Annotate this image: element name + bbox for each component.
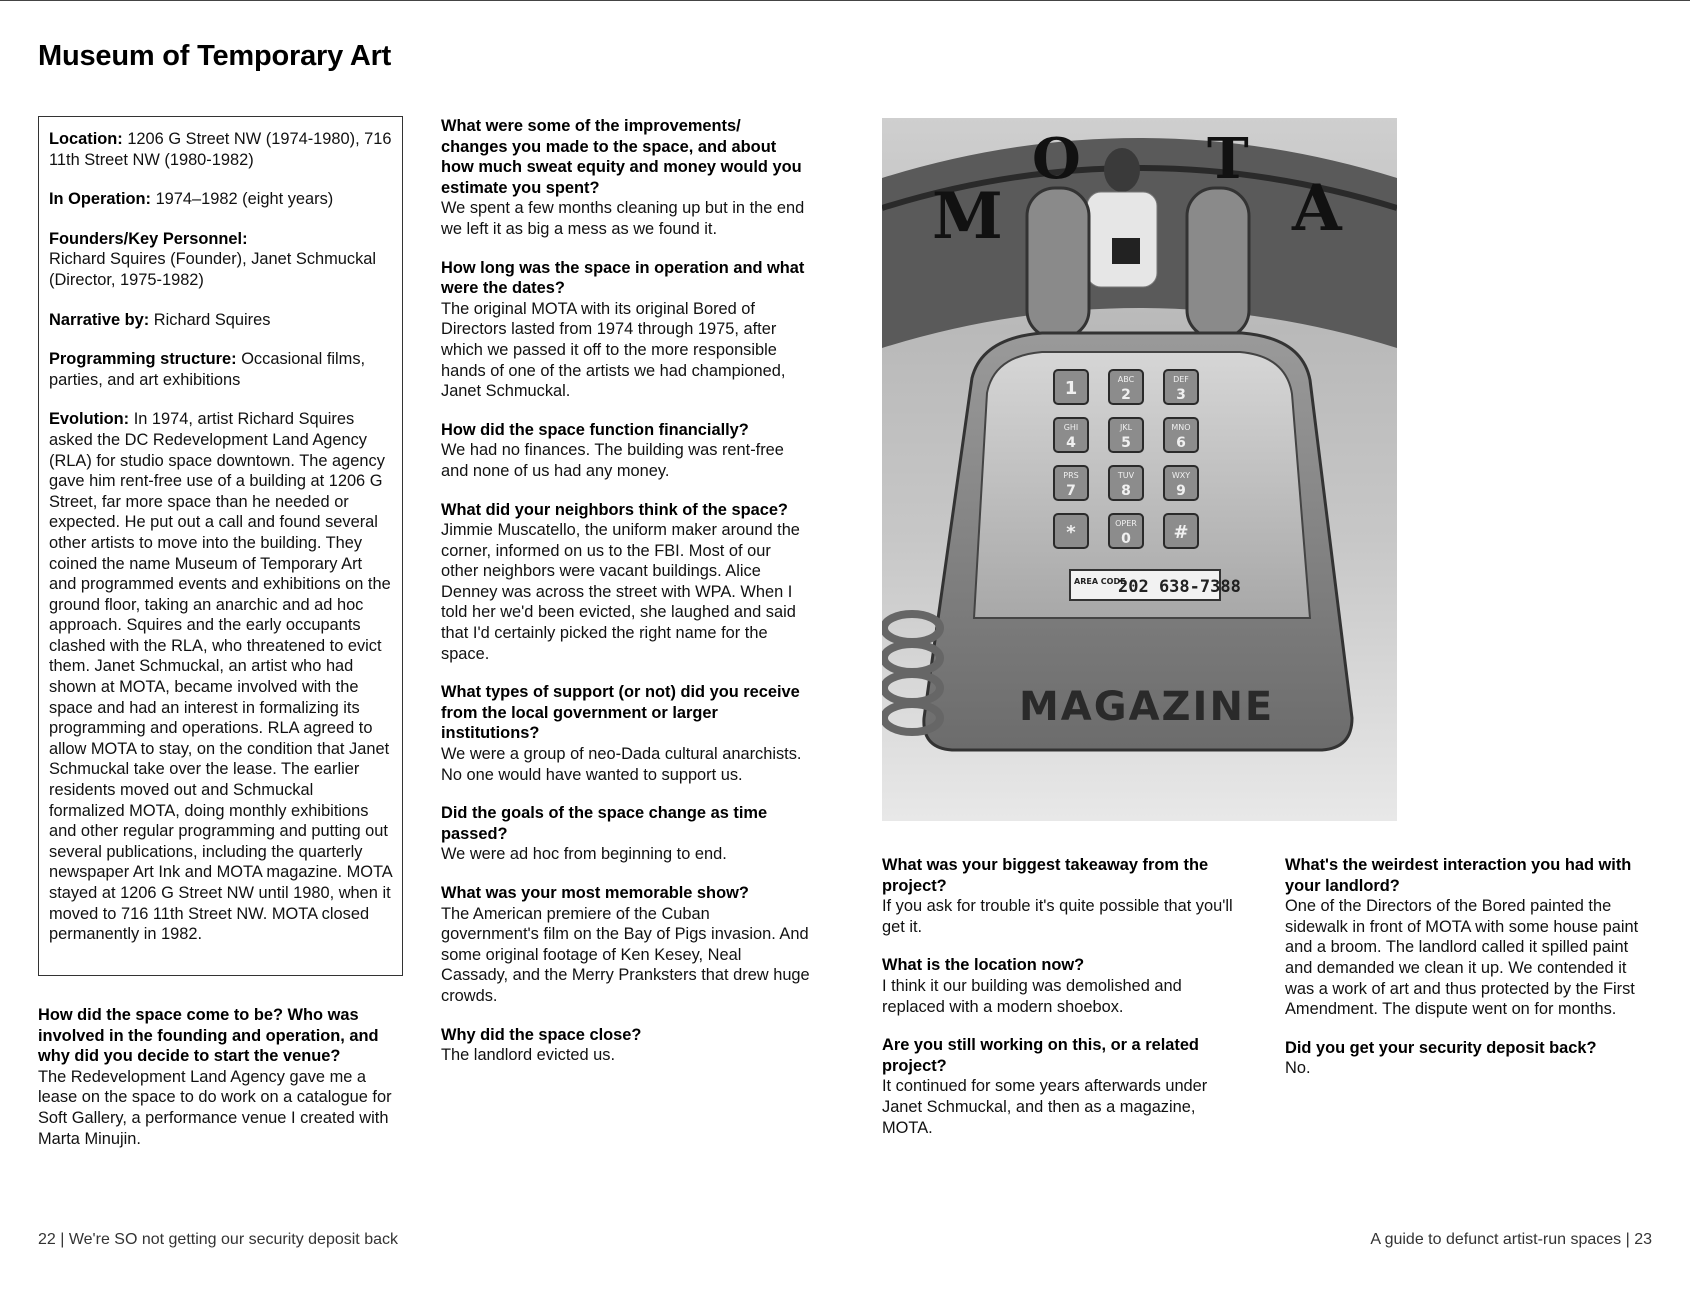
cradle-right [1187, 188, 1249, 338]
founders-entry [49, 229, 392, 291]
page-title: Museum of Temporary Art [38, 40, 392, 72]
keypad-key-letters: GHI [1063, 423, 1079, 432]
qa-answer: The Redevelopment Land Agency gave me a lease on the space to do work on a catalogue for Soft Gallery, a performance venue I created with Marta Minujin. [38, 1067, 392, 1148]
keypad-key-digit: 9 [1176, 483, 1186, 499]
qa-answer: No. [1285, 1059, 1311, 1078]
qa-answer: We had no finances. The building was rent-free and none of us had any money. [441, 441, 784, 480]
narrative-label: Narrative by: [49, 310, 150, 329]
person-head [1104, 148, 1140, 192]
keypad-key-digit: 2 [1121, 387, 1131, 403]
qa-item [441, 258, 811, 402]
mota-magazine-photo [882, 118, 1397, 821]
camera-shape [1112, 238, 1140, 264]
keypad-key-digit: # [1173, 522, 1189, 543]
qa-item [441, 803, 811, 865]
qa-answer: We were a group of neo-Dada cultural anarchists. No one would have wanted to support us. [441, 745, 802, 784]
location-entry [49, 129, 392, 170]
keypad-key-letters: JKL [1119, 423, 1133, 432]
qa-column-4 [1285, 855, 1655, 1097]
qa-answer: I think it our building was demolished and replaced with a modern shoebox. [882, 976, 1182, 1016]
location-value: 1206 G Street NW (1974-1980), 716 11th Street NW (1980-1982) [49, 130, 392, 169]
qa-item [441, 682, 811, 785]
magazine-label: MAGAZINE [1019, 684, 1275, 730]
qa-question: What's the weirdest interaction you had with your landlord? [1285, 856, 1632, 895]
top-rule [0, 0, 1690, 1]
keypad-key-letters: ABC [1117, 375, 1135, 384]
arch-letter: O [1032, 126, 1081, 192]
qa-item [441, 420, 811, 482]
qa-column-3 [882, 855, 1242, 1156]
qa-question: What was your most memorable show? [441, 884, 749, 902]
qa-question: How long was the space in operation and what were the dates? [441, 258, 805, 298]
qa-question: Are you still working on this, or a related project? [882, 1036, 1199, 1075]
keypad-key-digit: 6 [1176, 435, 1186, 451]
keypad-key-letters: WXY [1171, 471, 1191, 480]
keypad-key-digit: 4 [1066, 435, 1076, 451]
programming-label: Programming structure: [49, 350, 237, 369]
qa-answer: The original MOTA with its original Bored of Directors lasted from 1974 through 1975, after which we passed it off to the more responsible hands of one of the artists we had championed, Janet Schmuckal. [441, 299, 786, 401]
arch-letter: M [932, 179, 1003, 254]
programming-value: Occasional films, parties, and art exhibitions [49, 350, 366, 389]
location-label: Location: [49, 130, 123, 148]
qa-question: What did your neighbors think of the space? [441, 500, 788, 519]
founders-value: Richard Squires (Founder), Janet Schmuckal (Director, 1975-1982) [49, 250, 377, 289]
keypad-key-digit: 1 [1064, 378, 1078, 399]
footer-left: 22 | We're SO not getting our security deposit back [38, 1231, 398, 1248]
operation-entry [49, 189, 392, 210]
keypad-key-digit: 8 [1121, 483, 1131, 499]
qa-question: What types of support (or not) did you receive from the local government or larger institutions? [441, 683, 800, 743]
qa-answer: If you ask for trouble it's quite possible that you'll get it. [882, 897, 1233, 936]
keypad-key-letters: TUV [1117, 471, 1135, 480]
founders-label: Founders/Key Personnel: [49, 229, 248, 248]
keypad-key-digit: 3 [1176, 387, 1186, 403]
qa-question: Why did the space close? [441, 1025, 642, 1044]
arch-letter: A [1292, 171, 1342, 246]
qa-question: What is the location now? [882, 956, 1085, 975]
arch-letter: T [1207, 126, 1249, 192]
qa-answer: The American premiere of the Cuban government's film on the Bay of Pigs invasion. And some original footage of Ken Kesey, Neal Cassady, and the Merry Pranksters that drew huge crowds. [441, 904, 810, 1005]
qa-answer: We spent a few months cleaning up but in the end we left it as big a mess as we found it. [441, 199, 805, 238]
keypad-key-digit: * [1066, 522, 1076, 543]
keypad-key-letters: PRS [1063, 471, 1079, 480]
qa-answer: The landlord evicted us. [441, 1046, 616, 1065]
narrative-value: Richard Squires [153, 310, 271, 329]
qa-item [1285, 855, 1655, 1020]
info-box [38, 116, 403, 976]
qa-question: Did you get your security deposit back? [1285, 1038, 1597, 1057]
keypad-key-digit: 7 [1066, 483, 1076, 499]
evolution-value: In 1974, artist Richard Squires asked the DC Redevelopment Land Agency (RLA) for studio space downtown. The agency gave him rent-free use of a building at 1206 G Street, far more space than he needed or expected. He put out a call and found several other artists to move into the building. They coined the name Museum of Temporary Art and programmed events and exhibitions on the ground floor, taking an anarchic and ad hoc approach. Squires and the early occupants clashed with the RLA, who threatened to evict them. Janet Schmuckal, an artist who had shown at MOTA, became involved with the space and had an interest in formalizing its programming and operations. RLA agreed to allow MOTA to stay, on the condition that Janet Schmuckal take over the lease. The earlier residents moved out and Schmuckal formalized MOTA, doing monthly exhibitions and other regular programming and putting out several publications, including the quarterly newspaper Art Ink and MOTA magazine. MOTA stayed at 1206 G Street NW until 1980, when it moved to 716 11th Street NW. MOTA closed permanently in 1982. [49, 410, 392, 944]
qa-question: How did the space function financially? [441, 420, 749, 439]
narrative-entry [49, 310, 392, 331]
keypad-key-digit: 5 [1121, 435, 1131, 451]
qa-answer: Jimmie Muscatello, the uniform maker around the corner, informed on us to the FBI. Most of our other neighbors were vacant buildings. Alice Denney was across the street with WPA. When I told her we'd been evicted, she laughed and said that I'd certainly picked the right name for the space. [441, 521, 800, 663]
qa-item [1285, 1038, 1655, 1079]
telephone-illustration [882, 118, 1397, 821]
qa-item [441, 883, 811, 1007]
qa-answer: One of the Directors of the Bored painted the sidewalk in front of MOTA with some house paint and a broom. The landlord called it spilled paint and demanded we clean it up. We contended it was a work of art and thus protected by the First Amendment. The dispute went on for months. [1285, 897, 1639, 1019]
qa-item [882, 855, 1242, 937]
qa-item [882, 955, 1242, 1017]
qa-item [38, 1005, 408, 1149]
cradle-left [1027, 188, 1089, 338]
keypad-key-letters: OPER [1115, 519, 1137, 528]
qa-question: What was your biggest takeaway from the project? [882, 856, 1209, 895]
qa-answer: We were ad hoc from beginning to end. [441, 845, 727, 864]
evolution-entry [49, 409, 392, 944]
qa-question: How did the space come to be? Who was involved in the founding and operation, and why did you decide to start the venue? [38, 1006, 379, 1066]
qa-item [882, 1035, 1242, 1138]
evolution-label: Evolution: [49, 410, 130, 429]
qa-column-1 [38, 1005, 408, 1167]
keypad-key-digit: 0 [1121, 531, 1131, 547]
qa-item [441, 500, 811, 665]
area-code-label: AREA CODE [1074, 577, 1126, 586]
footer-right: A guide to defunct artist-run spaces | 23 [1370, 1231, 1652, 1248]
qa-column-2 [441, 116, 811, 1084]
qa-item [441, 116, 811, 240]
phone-number: 202 638-7388 [1118, 577, 1241, 597]
keypad-key-letters: DEF [1173, 375, 1189, 384]
qa-question: Did the goals of the space change as time passed? [441, 804, 768, 843]
operation-value: 1974–1982 (eight years) [155, 190, 334, 209]
qa-answer: It continued for some years afterwards under Janet Schmuckal, and then as a magazine, MOTA. [882, 1077, 1208, 1137]
qa-question: What were some of the improvements/ changes you made to the space, and about how much sweat equity and money would you estimate you spent? [441, 117, 802, 197]
programming-entry [49, 349, 392, 390]
keypad-key-letters: MNO [1171, 423, 1191, 432]
qa-item [441, 1025, 811, 1066]
operation-label: In Operation: [49, 190, 151, 209]
